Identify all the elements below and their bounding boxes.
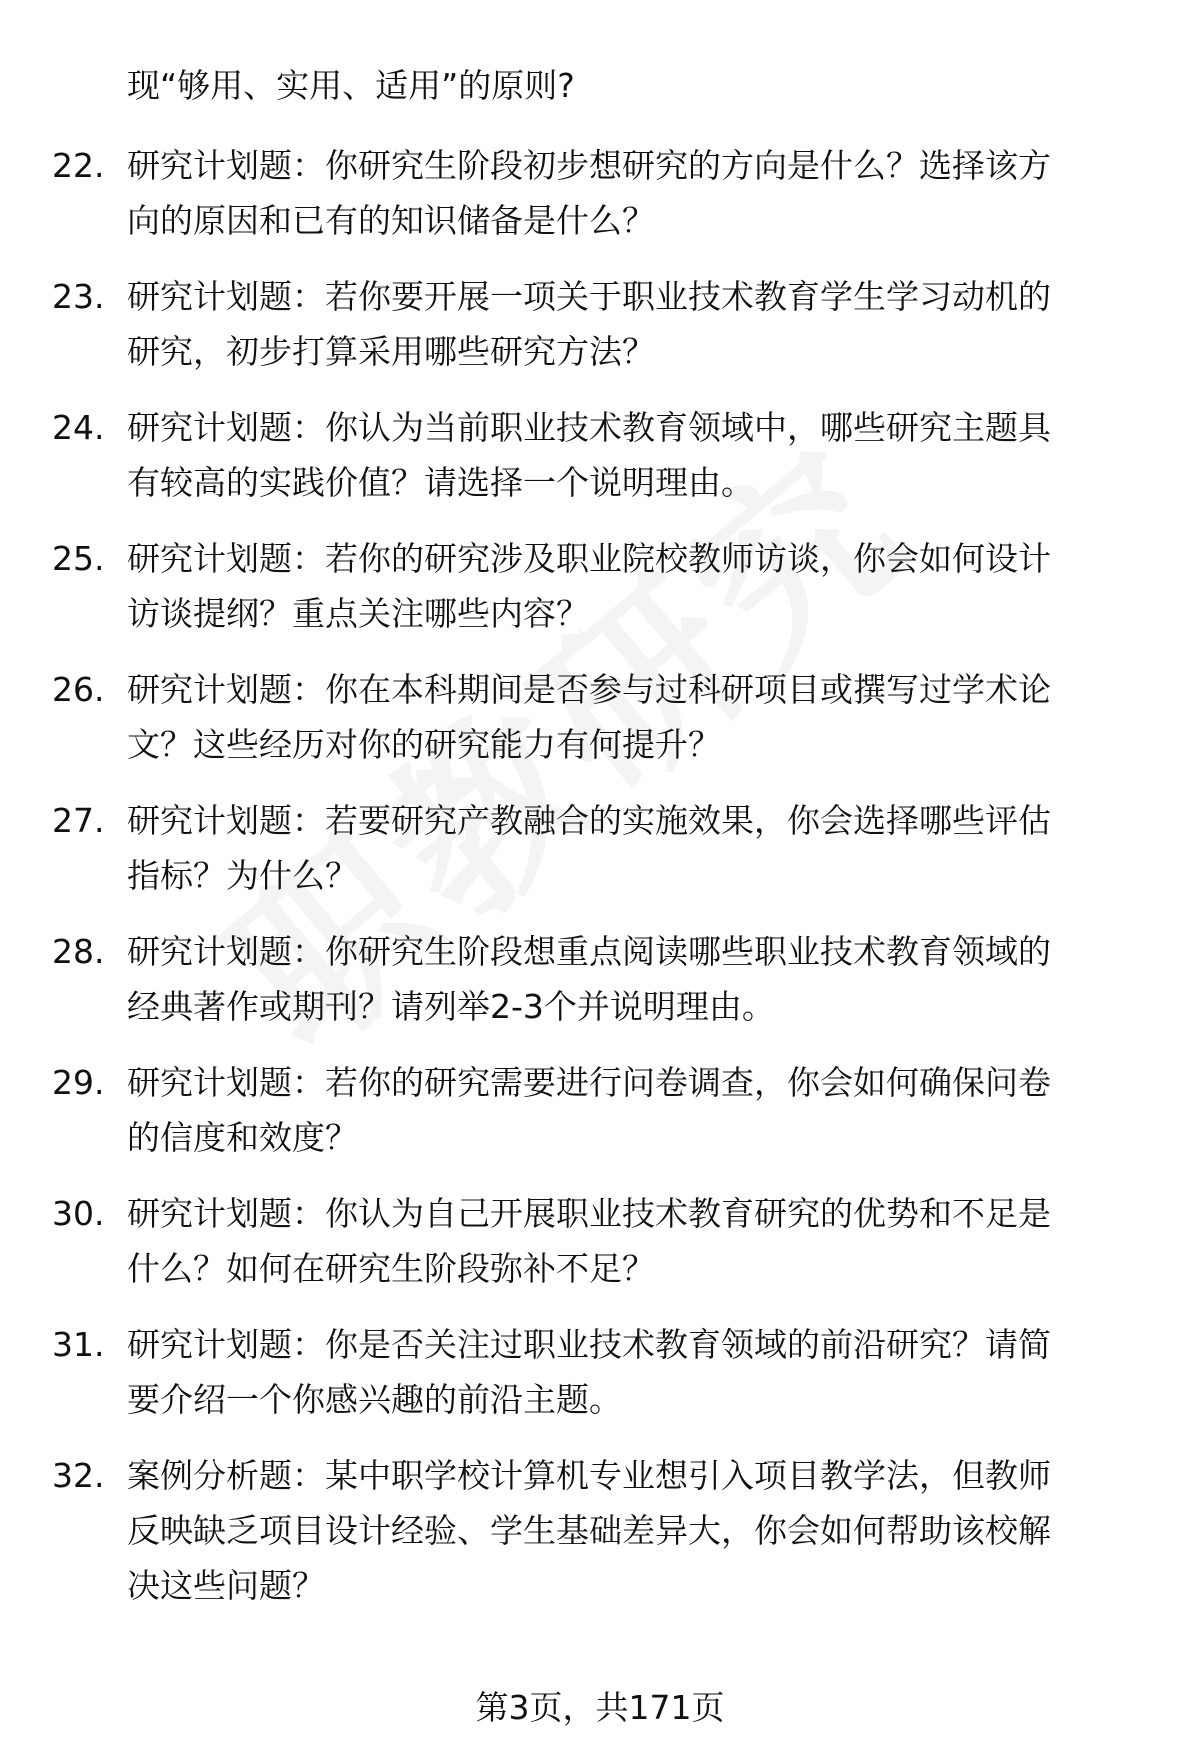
question-number: 32.: [52, 1456, 105, 1495]
question-text-line: 研究计划题：你研究生阶段初步想研究的方向是什么？选择该方: [127, 146, 1051, 185]
question-text-line: 案例分析题：某中职学校计算机专业想引入项目教学法，但教师: [127, 1456, 1051, 1495]
question-text: [127, 138, 1137, 248]
question-number: 22.: [52, 146, 105, 185]
question-text-line: 访谈提纲？重点关注哪些内容？: [127, 594, 589, 633]
question-text: [127, 269, 1137, 379]
question-text-line: 研究计划题：你是否关注过职业技术教育领域的前沿研究？请简: [127, 1325, 1051, 1364]
question-text: [127, 1317, 1137, 1427]
question-text-line: 研究计划题：若你的研究涉及职业院校教师访谈，你会如何设计: [127, 539, 1051, 578]
question-text-line: 决这些问题？: [127, 1566, 325, 1605]
question-number: 25.: [52, 539, 105, 578]
question-text: [127, 793, 1137, 903]
continuation-line: 现“够用、实用、适用”的原则?: [127, 66, 575, 105]
question-number: 23.: [52, 277, 105, 316]
question-text-line: 什么？如何在研究生阶段弥补不足？: [127, 1249, 655, 1288]
question-text-line: 指标？为什么？: [127, 856, 358, 895]
question-text-line: 要介绍一个你感兴趣的前沿主题。: [127, 1380, 622, 1419]
question-number: 24.: [52, 408, 105, 447]
question-number: 29.: [52, 1063, 105, 1102]
question-text: [127, 924, 1137, 1034]
question-number: 26.: [52, 670, 105, 709]
question-text-line: 研究计划题：若要研究产教融合的实施效果，你会选择哪些评估: [127, 801, 1051, 840]
question-text-line: 研究计划题：你认为当前职业技术教育领域中，哪些研究主题具: [127, 408, 1051, 447]
question-text-line: 经典著作或期刊？请列举2-3个并说明理由。: [127, 987, 775, 1026]
question-text-line: 的信度和效度？: [127, 1118, 358, 1157]
question-text-line: 研究计划题：若你的研究需要进行问卷调查，你会如何确保问卷: [127, 1063, 1051, 1102]
question-number: 28.: [52, 932, 105, 971]
question-text: [127, 531, 1137, 641]
question-number: 31.: [52, 1325, 105, 1364]
question-text-line: 反映缺乏项目设计经验、学生基础差异大，你会如何帮助该校解: [127, 1511, 1051, 1550]
question-text-line: 研究计划题：你研究生阶段想重点阅读哪些职业技术教育领域的: [127, 932, 1051, 971]
question-text-line: 研究计划题：若你要开展一项关于职业技术教育学生学习动机的: [127, 277, 1051, 316]
question-text: [127, 1448, 1137, 1613]
question-number: 27.: [52, 801, 105, 840]
question-text: [127, 1055, 1137, 1165]
question-text-line: 研究计划题：你认为自己开展职业技术教育研究的优势和不足是: [127, 1194, 1051, 1233]
question-text: [127, 1186, 1137, 1296]
question-text: [127, 400, 1137, 510]
question-text-line: 文？这些经历对你的研究能力有何提升？: [127, 725, 721, 764]
question-text-line: 向的原因和已有的知识储备是什么？: [127, 201, 655, 240]
question-text-line: 研究，初步打算采用哪些研究方法？: [127, 332, 655, 371]
question-text: [127, 662, 1137, 772]
question-text-line: 研究计划题：你在本科期间是否参与过科研项目或撰写过学术论: [127, 670, 1051, 709]
page-footer: 第3页，共171页: [475, 1688, 725, 1727]
question-text-line: 有较高的实践价值？请选择一个说明理由。: [127, 463, 754, 502]
question-number: 30.: [52, 1194, 105, 1233]
